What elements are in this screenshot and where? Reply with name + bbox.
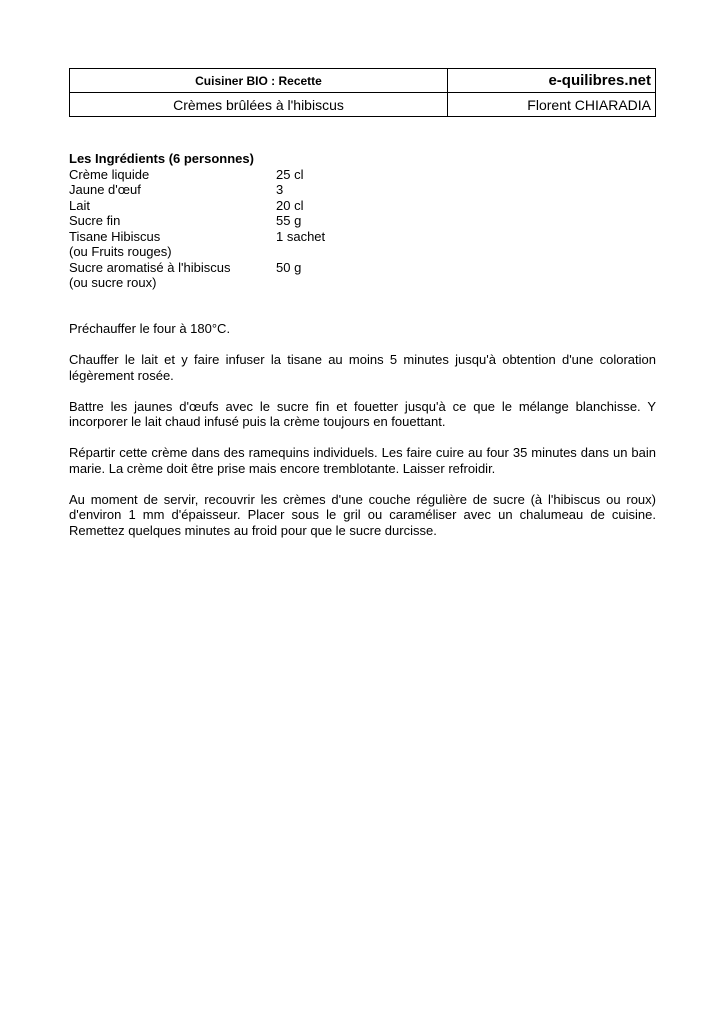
ingredient-row: [69, 167, 656, 183]
step-paragraph: Battre les jaunes d'œufs avec le sucre fin et fouetter jusqu'à ce que le mélange blanchisse. Y incorporer le lait chaud infusé puis la crème toujours en fouettant.: [69, 398, 656, 429]
category-label: Cuisiner BIO : Recette: [70, 69, 448, 93]
ingredient-row: [69, 229, 656, 245]
header-row-bottom: [70, 93, 656, 117]
ingredient-quantity: 50 g: [276, 259, 302, 275]
ingredient-row: [69, 260, 656, 276]
ingredient-name: Sucre fin: [69, 213, 121, 228]
ingredient-alternative: (ou sucre roux): [69, 275, 157, 290]
ingredient-name: Tisane Hibiscus: [69, 228, 161, 244]
ingredient-quantity: [276, 275, 656, 291]
preparation-steps: [69, 321, 656, 554]
header-row-top: [70, 69, 656, 93]
ingredient-quantity: 25 cl: [276, 166, 304, 182]
ingredient-row: [69, 213, 656, 229]
ingredient-quantity: 1 sachet: [276, 228, 326, 244]
ingredient-row: [69, 182, 656, 198]
step-paragraph: Au moment de servir, recouvrir les crèmes d'une couche régulière de sucre (à l'hibiscus ou roux) d'environ 1 mm d'épaisseur. Placer sous le gril ou caraméliser avec un chalumeau de cuisine. Remettez quelques minutes au froid pour que le sucre durcisse.: [69, 491, 656, 538]
ingredient-quantity: [276, 244, 656, 260]
step-paragraph: Répartir cette crème dans des ramequins individuels. Les faire cuire au four 35 minutes dans un bain marie. La crème doit être prise mais encore tremblotante. Laisser refroidir.: [69, 445, 656, 476]
ingredient-name: Lait: [69, 197, 90, 213]
author-name: Florent CHIARADIA: [448, 93, 656, 117]
step-paragraph: Préchauffer le four à 180°C.: [69, 321, 231, 336]
ingredient-quantity: 55 g: [276, 213, 302, 228]
ingredients-heading: Les Ingrédients (6 personnes): [69, 151, 254, 166]
recipe-header-table: [69, 68, 656, 117]
ingredient-name: Sucre aromatisé à l'hibiscus: [69, 259, 231, 275]
step-paragraph: Chauffer le lait et y faire infuser la tisane au moins 5 minutes jusqu'à obtention d'une coloration légèrement rosée.: [69, 352, 656, 383]
ingredient-row: [69, 244, 656, 260]
ingredient-name: Jaune d'œuf: [69, 182, 141, 197]
ingredient-name: Crème liquide: [69, 166, 150, 182]
ingredient-row: [69, 198, 656, 214]
ingredient-alternative: (ou Fruits rouges): [69, 244, 172, 259]
site-name: e-quilibres.net: [448, 69, 656, 93]
ingredient-quantity: 3: [276, 182, 284, 197]
ingredient-row: [69, 275, 656, 291]
ingredient-quantity: 20 cl: [276, 197, 304, 213]
recipe-title: Crèmes brûlées à l'hibiscus: [70, 93, 448, 117]
ingredients-section: [69, 151, 656, 291]
